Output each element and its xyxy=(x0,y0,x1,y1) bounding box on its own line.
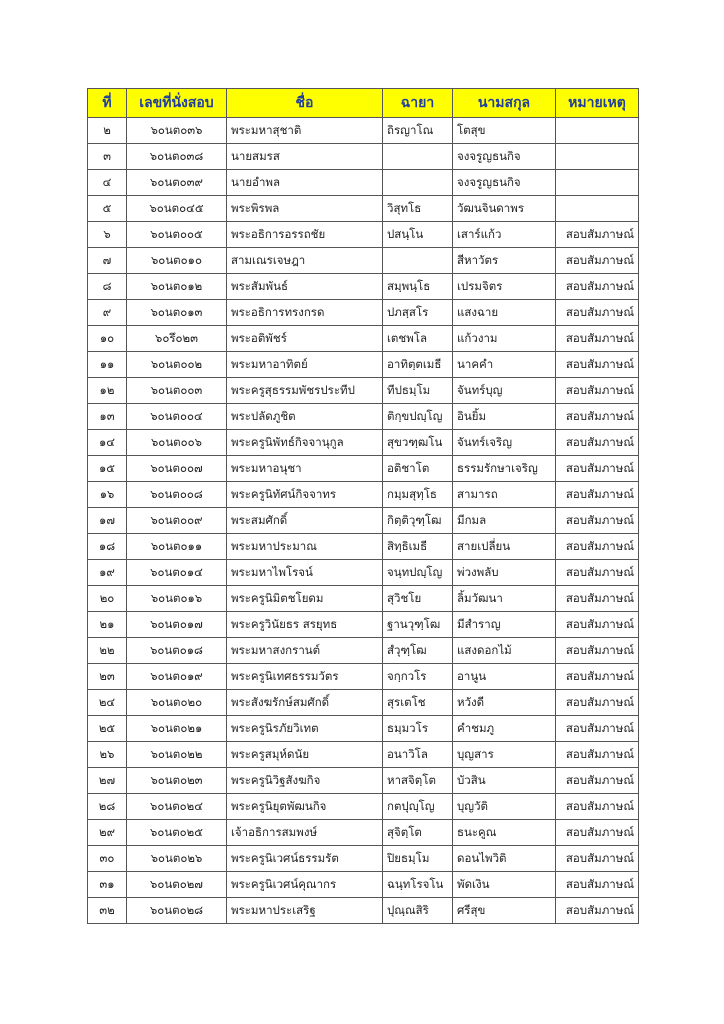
seat-number: ๖๐นต๐๐๔ xyxy=(127,404,227,430)
candidate-name: พระอติพัชร์ xyxy=(227,326,383,352)
candidate-surname: คำชมภู xyxy=(453,716,556,742)
row-number: ๗ xyxy=(88,248,127,274)
candidate-note: สอบสัมภาษณ์ xyxy=(556,404,639,430)
candidate-surname: บัวสิน xyxy=(453,768,556,794)
candidate-name: พระพิรพล xyxy=(227,196,383,222)
row-number: ๒๗ xyxy=(88,768,127,794)
candidate-alias: ธมฺมวโร xyxy=(383,716,453,742)
candidate-alias: ปิยธมฺโม xyxy=(383,846,453,872)
candidate-alias: ปสนฺโน xyxy=(383,222,453,248)
header-row xyxy=(88,89,639,118)
candidate-surname: ลิ้มวัฒนา xyxy=(453,586,556,612)
table-row xyxy=(88,196,639,222)
table-row xyxy=(88,222,639,248)
header-name: ชื่อ xyxy=(227,89,383,118)
candidate-alias: สุจิตฺโต xyxy=(383,820,453,846)
candidate-name: พระสมศักดิ์ xyxy=(227,508,383,534)
row-number: ๑๔ xyxy=(88,430,127,456)
candidate-note: สอบสัมภาษณ์ xyxy=(556,846,639,872)
candidate-alias: วิสุทโธ xyxy=(383,196,453,222)
seat-number: ๖๐นต๐๐๓ xyxy=(127,378,227,404)
candidate-note xyxy=(556,170,639,196)
seat-number: ๖๐นต๐๑๘ xyxy=(127,638,227,664)
candidate-name: นายสมรส xyxy=(227,144,383,170)
seat-number: ๖๐นต๐๑๑ xyxy=(127,534,227,560)
candidate-surname: หวังดี xyxy=(453,690,556,716)
seat-number: ๖๐นต๐๑๗ xyxy=(127,612,227,638)
row-number: ๓๒ xyxy=(88,898,127,924)
candidate-note: สอบสัมภาษณ์ xyxy=(556,378,639,404)
row-number: ๒๖ xyxy=(88,742,127,768)
seat-number: ๖๐นต๐๓๘ xyxy=(127,144,227,170)
candidate-surname: สายเปลี่ยน xyxy=(453,534,556,560)
table-row xyxy=(88,300,639,326)
table-row xyxy=(88,118,639,144)
candidate-alias xyxy=(383,170,453,196)
table-row xyxy=(88,560,639,586)
header-note: หมายเหตุ xyxy=(556,89,639,118)
seat-number: ๖๐นต๐๒๐ xyxy=(127,690,227,716)
seat-number: ๖๐นต๐๐๙ xyxy=(127,508,227,534)
candidate-alias: จนฺทปญฺโญ xyxy=(383,560,453,586)
candidate-note: สอบสัมภาษณ์ xyxy=(556,430,639,456)
candidate-name: พระมหาประมาณ xyxy=(227,534,383,560)
candidate-surname: ธนะคูณ xyxy=(453,820,556,846)
seat-number: ๖๐นต๐๑๓ xyxy=(127,300,227,326)
row-number: ๑๑ xyxy=(88,352,127,378)
row-number: ๑๗ xyxy=(88,508,127,534)
seat-number: ๖๐นต๐๒๔ xyxy=(127,794,227,820)
candidate-note: สอบสัมภาษณ์ xyxy=(556,638,639,664)
candidate-surname: ดอนไพวิติ xyxy=(453,846,556,872)
candidate-alias: เตชพโล xyxy=(383,326,453,352)
candidate-name: พระสังฆรักษ์สมศักดิ์ xyxy=(227,690,383,716)
candidate-note: สอบสัมภาษณ์ xyxy=(556,716,639,742)
candidate-alias: อนาวิโล xyxy=(383,742,453,768)
candidate-alias: สุวิชโย xyxy=(383,586,453,612)
table-row xyxy=(88,690,639,716)
candidate-surname: ธรรมรักษาเจริญ xyxy=(453,456,556,482)
table-row xyxy=(88,768,639,794)
candidate-surname: เปรมจิตร xyxy=(453,274,556,300)
candidate-alias: ทีปธมฺโม xyxy=(383,378,453,404)
candidate-alias: หาสจิตฺโต xyxy=(383,768,453,794)
candidate-surname: ศรีสุข xyxy=(453,898,556,924)
row-number: ๒๕ xyxy=(88,716,127,742)
table-row xyxy=(88,742,639,768)
candidate-surname: จงจรูญธนกิจ xyxy=(453,170,556,196)
candidate-surname: เสาร์แก้ว xyxy=(453,222,556,248)
table-row xyxy=(88,482,639,508)
candidate-name: พระครูนิเวศน์ธรรมรัต xyxy=(227,846,383,872)
candidate-name: พระสัมพันธ์ xyxy=(227,274,383,300)
header-no: ที่ xyxy=(88,89,127,118)
row-number: ๖ xyxy=(88,222,127,248)
candidate-surname: บุญสาร xyxy=(453,742,556,768)
candidate-alias: ติกฺขปญฺโญ xyxy=(383,404,453,430)
seat-number: ๖๐นต๐๐๖ xyxy=(127,430,227,456)
row-number: ๑๒ xyxy=(88,378,127,404)
row-number: ๙ xyxy=(88,300,127,326)
seat-number: ๖๐นต๐๐๘ xyxy=(127,482,227,508)
candidate-surname: มีกมล xyxy=(453,508,556,534)
candidate-name: พระมหาสงกรานต์ xyxy=(227,638,383,664)
candidate-name: พระครูนิยุตพัฒนกิจ xyxy=(227,794,383,820)
row-number: ๑๓ xyxy=(88,404,127,430)
row-number: ๓๐ xyxy=(88,846,127,872)
candidate-table xyxy=(87,88,639,924)
table-row xyxy=(88,872,639,898)
row-number: ๒๘ xyxy=(88,794,127,820)
candidate-note: สอบสัมภาษณ์ xyxy=(556,664,639,690)
candidate-name: พระมหาอาทิตย์ xyxy=(227,352,383,378)
candidate-surname: โตสุข xyxy=(453,118,556,144)
row-number: ๘ xyxy=(88,274,127,300)
candidate-name: นายอำพล xyxy=(227,170,383,196)
table-row xyxy=(88,404,639,430)
candidate-alias: ฐานวุฑฺโฒ xyxy=(383,612,453,638)
row-number: ๑๖ xyxy=(88,482,127,508)
seat-number: ๖๐นต๐๑๖ xyxy=(127,586,227,612)
candidate-name: พระครูสุธรรมพัชรประทีป xyxy=(227,378,383,404)
row-number: ๑๘ xyxy=(88,534,127,560)
row-number: ๔ xyxy=(88,170,127,196)
seat-number: ๖๐นต๐๔๕ xyxy=(127,196,227,222)
candidate-note: สอบสัมภาษณ์ xyxy=(556,560,639,586)
candidate-surname: จันทร์บุญ xyxy=(453,378,556,404)
table-row xyxy=(88,638,639,664)
table-row xyxy=(88,326,639,352)
header-seat-number: เลขที่นั่งสอบ xyxy=(127,89,227,118)
row-number: ๕ xyxy=(88,196,127,222)
candidate-alias: กิตฺติวุฑฺโฒ xyxy=(383,508,453,534)
table-row xyxy=(88,456,639,482)
candidate-alias: อาทิตฺตเมธี xyxy=(383,352,453,378)
table-row xyxy=(88,508,639,534)
row-number: ๓๑ xyxy=(88,872,127,898)
seat-number: ๖๐นต๐๑๔ xyxy=(127,560,227,586)
row-number: ๒๔ xyxy=(88,690,127,716)
candidate-note xyxy=(556,144,639,170)
candidate-alias: สุขวฑฺฒโน xyxy=(383,430,453,456)
candidate-note: สอบสัมภาษณ์ xyxy=(556,534,639,560)
table-row xyxy=(88,846,639,872)
seat-number: ๖๐นต๐๑๙ xyxy=(127,664,227,690)
candidate-alias xyxy=(383,248,453,274)
candidate-surname: บุญวัติ xyxy=(453,794,556,820)
candidate-alias: อติชาโต xyxy=(383,456,453,482)
seat-number: ๖๐นต๐๓๖ xyxy=(127,118,227,144)
candidate-note: สอบสัมภาษณ์ xyxy=(556,794,639,820)
candidate-alias: จกฺกวโร xyxy=(383,664,453,690)
candidate-note: สอบสัมภาษณ์ xyxy=(556,898,639,924)
candidate-name: เจ้าอธิการสมพงษ์ xyxy=(227,820,383,846)
seat-number: ๖๐นต๐๑๒ xyxy=(127,274,227,300)
candidate-surname: มีสำราญ xyxy=(453,612,556,638)
table-row xyxy=(88,534,639,560)
candidate-note: สอบสัมภาษณ์ xyxy=(556,612,639,638)
candidate-surname: นาคคำ xyxy=(453,352,556,378)
row-number: ๒๒ xyxy=(88,638,127,664)
candidate-surname: แสงฉาย xyxy=(453,300,556,326)
candidate-surname: แก้วงาม xyxy=(453,326,556,352)
candidate-alias: สุรเตโช xyxy=(383,690,453,716)
table-row xyxy=(88,248,639,274)
candidate-name: สามเณรเจษฎา xyxy=(227,248,383,274)
row-number: ๒๓ xyxy=(88,664,127,690)
seat-number: ๖๐รึ๐๒๓ xyxy=(127,326,227,352)
table-row xyxy=(88,430,639,456)
candidate-name: พระครูวินัยธร สรยุทธ xyxy=(227,612,383,638)
candidate-alias: ฉนฺทโรจโน xyxy=(383,872,453,898)
candidate-name: พระครูนิเทศธรรมวัตร xyxy=(227,664,383,690)
table-row xyxy=(88,716,639,742)
seat-number: ๖๐นต๐๒๗ xyxy=(127,872,227,898)
candidate-surname: สีหาวัตร xyxy=(453,248,556,274)
table-row xyxy=(88,612,639,638)
candidate-name: พระมหาสุชาติ xyxy=(227,118,383,144)
table-row xyxy=(88,170,639,196)
candidate-note: สอบสัมภาษณ์ xyxy=(556,508,639,534)
candidate-alias: สิทฺธิเมธี xyxy=(383,534,453,560)
candidate-surname: สามารถ xyxy=(453,482,556,508)
candidate-alias: ปุณฺณสิริ xyxy=(383,898,453,924)
row-number: ๑๕ xyxy=(88,456,127,482)
candidate-note: สอบสัมภาษณ์ xyxy=(556,482,639,508)
candidate-surname: พัดเงิน xyxy=(453,872,556,898)
candidate-alias: ปภสฺสโร xyxy=(383,300,453,326)
seat-number: ๖๐นต๐๒๘ xyxy=(127,898,227,924)
seat-number: ๖๐นต๐๒๕ xyxy=(127,820,227,846)
table-row xyxy=(88,378,639,404)
candidate-alias xyxy=(383,144,453,170)
candidate-alias: ถิรญาโณ xyxy=(383,118,453,144)
table-row xyxy=(88,274,639,300)
candidate-note: สอบสัมภาษณ์ xyxy=(556,274,639,300)
candidate-name: พระมหาประเสริฐ xyxy=(227,898,383,924)
candidate-note: สอบสัมภาษณ์ xyxy=(556,872,639,898)
candidate-name: พระอธิการอรรถชัย xyxy=(227,222,383,248)
candidate-surname: แสงดอกไม้ xyxy=(453,638,556,664)
candidate-name: พระครูนิทัศน์กิจจาทร xyxy=(227,482,383,508)
row-number: ๒๙ xyxy=(88,820,127,846)
candidate-name: พระครูนิพัทธ์กิจจานุกูล xyxy=(227,430,383,456)
table-row xyxy=(88,820,639,846)
header-surname: นามสกุล xyxy=(453,89,556,118)
candidate-name: พระครูนิรภัยวิเทต xyxy=(227,716,383,742)
candidate-note: สอบสัมภาษณ์ xyxy=(556,820,639,846)
candidate-name: พระปลัดภูชิต xyxy=(227,404,383,430)
candidate-name: พระครูนิเวศน์คุณากร xyxy=(227,872,383,898)
seat-number: ๖๐นต๐๐๗ xyxy=(127,456,227,482)
candidate-name: พระครูสมุห์ดนัย xyxy=(227,742,383,768)
table-row xyxy=(88,352,639,378)
candidate-surname: พ่วงพลับ xyxy=(453,560,556,586)
candidate-note: สอบสัมภาษณ์ xyxy=(556,326,639,352)
candidate-note: สอบสัมภาษณ์ xyxy=(556,456,639,482)
row-number: ๑๙ xyxy=(88,560,127,586)
table-row xyxy=(88,794,639,820)
table-row xyxy=(88,144,639,170)
candidate-note: สอบสัมภาษณ์ xyxy=(556,248,639,274)
candidate-surname: อานูน xyxy=(453,664,556,690)
candidate-name: พระมหาอนุชา xyxy=(227,456,383,482)
candidate-note xyxy=(556,196,639,222)
table-row xyxy=(88,898,639,924)
table-row xyxy=(88,664,639,690)
candidate-alias: สํวุฑฺโฒ xyxy=(383,638,453,664)
candidate-note: สอบสัมภาษณ์ xyxy=(556,586,639,612)
candidate-alias: สมฺพนฺโธ xyxy=(383,274,453,300)
seat-number: ๖๐นต๐๒๑ xyxy=(127,716,227,742)
candidate-note: สอบสัมภาษณ์ xyxy=(556,352,639,378)
candidate-alias: กมฺมสุทฺโธ xyxy=(383,482,453,508)
candidate-surname: จันทร์เจริญ xyxy=(453,430,556,456)
table-row xyxy=(88,586,639,612)
candidate-surname: วัฒนจินดาพร xyxy=(453,196,556,222)
row-number: ๑๐ xyxy=(88,326,127,352)
table-body xyxy=(88,118,639,924)
seat-number: ๖๐นต๐๑๐ xyxy=(127,248,227,274)
candidate-note: สอบสัมภาษณ์ xyxy=(556,222,639,248)
seat-number: ๖๐นต๐๐๒ xyxy=(127,352,227,378)
candidate-surname: จงจรูญธนกิจ xyxy=(453,144,556,170)
candidate-name: พระครูนิมิตชโยดม xyxy=(227,586,383,612)
candidate-note xyxy=(556,118,639,144)
seat-number: ๖๐นต๐๒๖ xyxy=(127,846,227,872)
row-number: ๒ xyxy=(88,118,127,144)
candidate-alias: กตปุญฺโญ xyxy=(383,794,453,820)
candidate-name: พระมหาไพโรจน์ xyxy=(227,560,383,586)
candidate-name: พระครูนิวิฐสังฆกิจ xyxy=(227,768,383,794)
seat-number: ๖๐นต๐๒๒ xyxy=(127,742,227,768)
seat-number: ๖๐นต๐๒๓ xyxy=(127,768,227,794)
candidate-note: สอบสัมภาษณ์ xyxy=(556,300,639,326)
candidate-surname: อินยิ้ม xyxy=(453,404,556,430)
candidate-note: สอบสัมภาษณ์ xyxy=(556,742,639,768)
seat-number: ๖๐นต๐๓๙ xyxy=(127,170,227,196)
row-number: ๓ xyxy=(88,144,127,170)
candidate-note: สอบสัมภาษณ์ xyxy=(556,768,639,794)
table-header xyxy=(88,89,639,118)
row-number: ๒๐ xyxy=(88,586,127,612)
candidate-name: พระอธิการทรงกรด xyxy=(227,300,383,326)
candidate-note: สอบสัมภาษณ์ xyxy=(556,690,639,716)
header-alias: ฉายา xyxy=(383,89,453,118)
row-number: ๒๑ xyxy=(88,612,127,638)
seat-number: ๖๐นต๐๐๕ xyxy=(127,222,227,248)
